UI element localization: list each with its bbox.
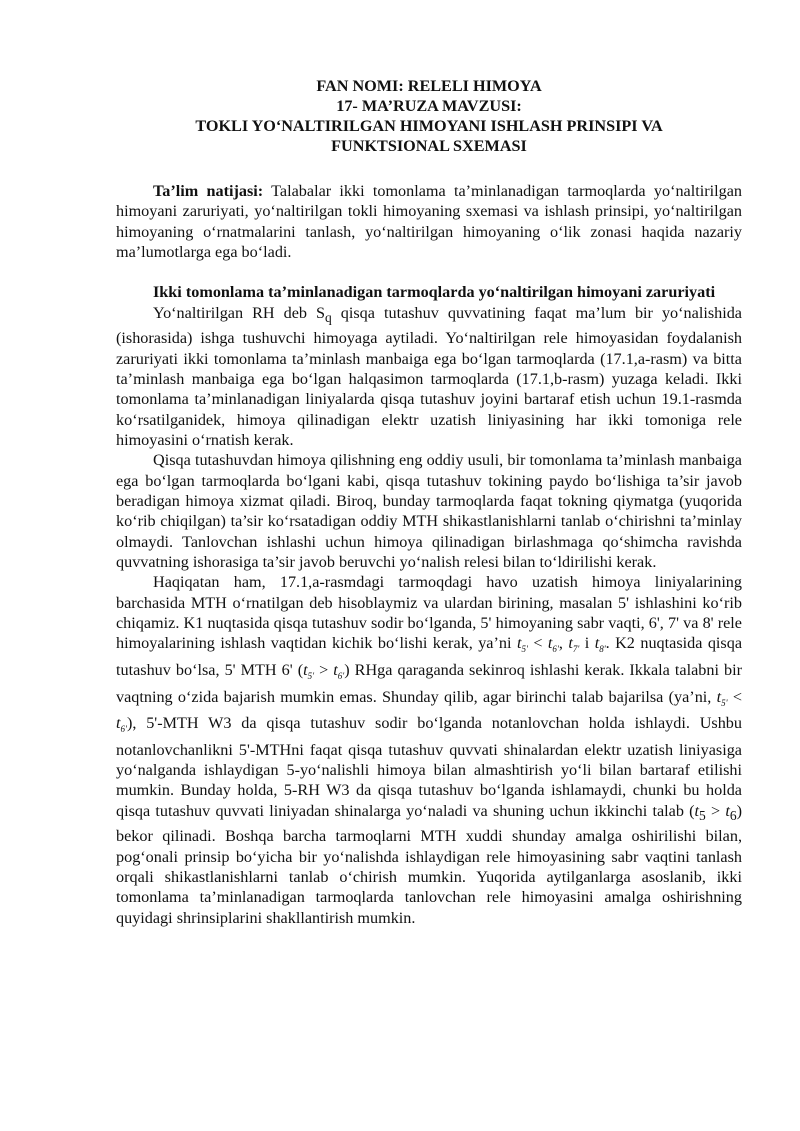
document-title	[116, 76, 742, 156]
subscript-q: q	[325, 309, 332, 325]
inequality-4: $t_5 > t_6$	[694, 801, 737, 824]
paragraph-3-text-c: ) RHga qaraganda sekinroq ishlashi kerak. Ikkala talabni bir vaqtning o‘zida bajarish mumkin emas. Shunday qilib, agar birinchi talab bajarilsa (ya’ni,	[116, 661, 743, 706]
paragraph-1-text-b: qisqa tutashuv quvvatining faqat ma’lum bir yo‘nalishida (ishorasida) ishga tushuvchi himoyaga aytiladi. Yo‘naltirilgan rele himoyasidan foydalanish zaruriyati ikki tomonlama ta’minlash manbaiga ega bo‘lgan tarmoqlarda (17.1,a-rasm) va bitta ta’minlash manbaiga ega bo‘lgan halqasimon tarmoqlarda (17.1,b-rasm) yuzaga keladi. Ikki tomonlama ta’minlanadigan liniyalarda qisqa tutashuv joyini bartaraf etish uchun 19.1-rasmda ko‘rsatilganidek, himoya qilinadigan elektr uzatish liniyasining har ikki tomoniga rele himoyasini o‘rnatish kerak.	[116, 303, 742, 450]
paragraph-3-text-d: ), 5'-MTH W3 da qisqa tutashuv sodir bo‘lganda notanlovchan holda ishlaydi. Ushbu notanlovchanlikni 5'-MTHni faqat qisqa tutashuv quvvati shinalardan elektr uzatish liniyasiga yo‘nalganda ishlaydigan 5-yo‘nalishli himoya bilan almashtirish yo‘li bilan bartaraf etilishi mumkin. Bunday holda, 5-RH W3 da qisqa tutashuv bo‘lganda ishlamaydi, chunki bu holda qisqa tutashuv quvvati liniyadan shinalarga yo‘naladi va shuning uchun ikkinchi talab (	[116, 714, 742, 820]
paragraph-1-text-a: Yo‘naltirilgan RH deb S	[153, 303, 326, 322]
section-heading: Ikki tomonlama ta’minlanadigan tarmoqlarda yo‘naltirilgan himoyani zaruriyati	[153, 283, 716, 302]
learning-outcome-label: Ta’lim natijasi:	[153, 182, 264, 200]
inequality-3: $t_{5'} < t_{6'}$	[116, 687, 742, 735]
inequality-1: $t_{5'} < t_{6'}$, $t_{7'}$ i $t_{8'}$	[516, 634, 606, 655]
document-body	[116, 181, 742, 928]
paragraph-3	[116, 572, 742, 928]
inequality-2: $t_{5'} > t_{6'}$	[303, 661, 345, 682]
learning-outcome-text: Talabalar ikki tomonlama ta’minlanadigan tarmoqlarda yo‘naltirilgan himoyani zaruriyati, yo‘naltirilgan tokli himoyaning sxemasi va ishlash prinsipi, yo‘naltirilgan himoyaning o‘rnatmalarini tanlash, yo‘naltirilgan himoyaning o‘lik zonasi haqida nazariy ma’lumotlarga ega bo‘ladi.	[116, 182, 742, 262]
lecture-number: 17- MA’RUZA MAVZUSI:	[336, 97, 522, 115]
spacer	[116, 262, 742, 282]
paragraph-3-text-b: . K2 nuqtasida qisqa tutashuv bo‘lsa, 5' MTH 6' (	[116, 634, 743, 680]
paragraph-3-text-e: ) bekor qilinadi. Boshqa barcha tarmoqlarni MTH xuddi shunday amalga oshirilishi bilan, pog‘onali prinsip bo‘yicha bir yo‘nalishda ishlaydigan rele himoyasining sabr vaqtini tanlash orqali shikastlanishlarni tanlab o‘chirish mumkin. Yuqorida aytilganlarga asoslanib, ikki tomonlama ta’minlanadigan tarmoqlarda tanlovchan rele himoyasini amalga oshirishning quyidagi shrinsiplarini shakllantirish mumkin.	[116, 801, 742, 927]
lecture-topic-line-1: TOKLI YO‘NALTIRILGAN HIMOYANI ISHLASH PRINSIPI VA	[195, 117, 663, 135]
learning-outcome-paragraph	[116, 181, 742, 262]
paragraph-1	[116, 303, 742, 451]
paragraph-3-text-a: Haqiqatan ham, 17.1,a-rasmdagi tarmoqdagi havo uzatish himoya liniyalarining barchasida MTH o‘rnatilgan deb hisoblaymiz va ulardan birining, masalan 5' ishlashini ko‘rib chiqamiz. K1 nuqtasida qisqa tutashuv sodir bo‘lganda, 5' himoyaning sabr vaqti, 6', 7' va 8' rele himoyalarining ishlash vaqtidan kichik bo‘lishi kerak, ya’ni	[116, 573, 742, 653]
paragraph-2: Qisqa tutashuvdan himoya qilishning eng oddiy usuli, bir tomonlama ta’minlash manbaiga ega bo‘lgan tarmoqlarda bo‘lgani kabi, qisqa tutashuv tokining paydo bo‘lishiga ta’sir javob beradigan himoya xizmat qiladi. Biroq, bunday tarmoqlarda faqat tokning qiymatga (yuqorida ko‘rib chiqilgan) ta’sir ko‘rsatadigan oddiy MTH shikastlanishlarni tanlab o‘chirishni ta’minlay olmaydi. Tanlovchan ishlashi uchun himoya qilinadigan birlashmaga qo‘shimcha ravishda quvvatning ishorasiga ta’sir javob beruvchi yo‘nalish relesi bilan to‘ldirilishi kerak.	[116, 451, 742, 572]
lecture-topic-line-2: FUNKTSIONAL SXEMASI	[331, 137, 527, 155]
course-name: FAN NOMI: RELELI HIMOYA	[316, 77, 542, 95]
